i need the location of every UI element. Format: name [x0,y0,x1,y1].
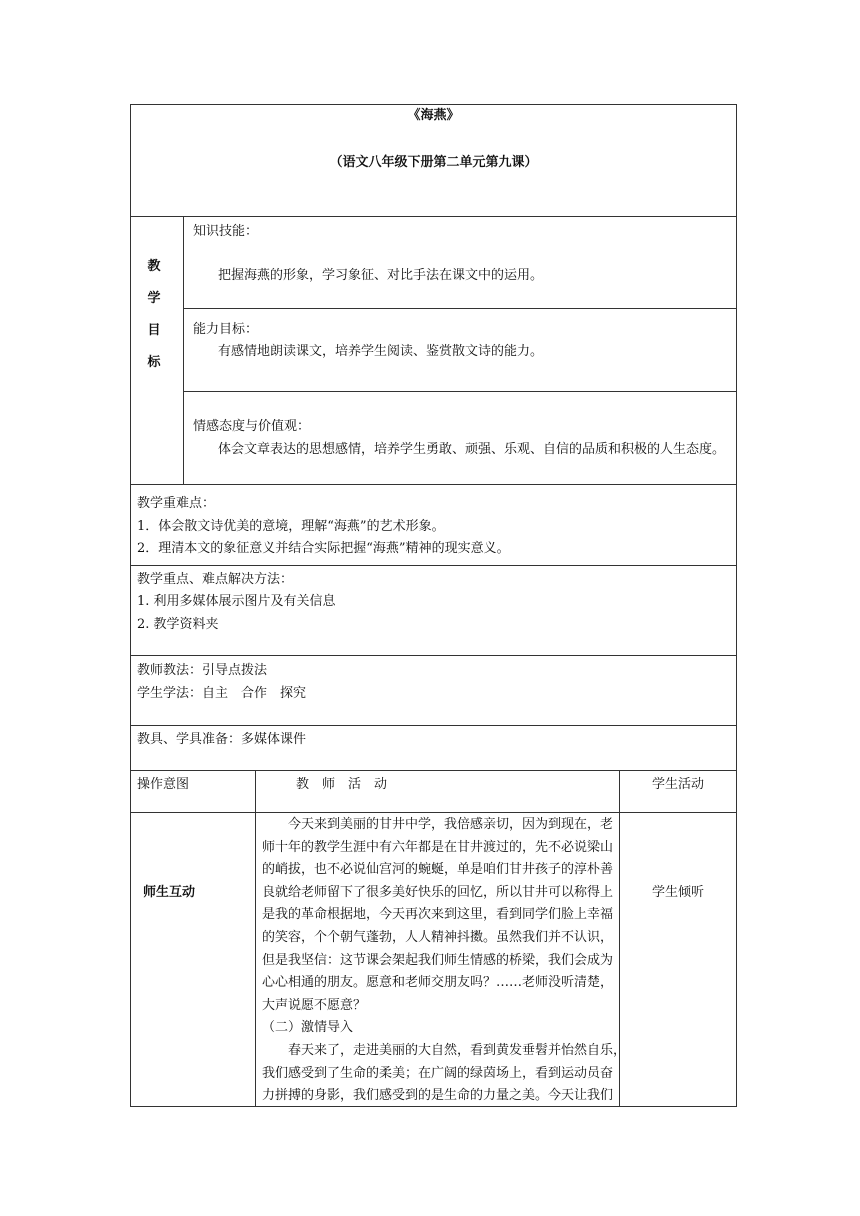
solution-item: 1. 利用多媒体展示图片及有关信息 [137,594,336,609]
teacher-activity-line: 良就给老师留下了很多美好快乐的回忆，所以甘井可以称得上 [262,884,614,900]
ability-heading: 能力目标： [193,322,259,337]
objective-label-divider [183,216,184,484]
objectives-label-char: 目 [147,323,161,338]
column-header-teacher: 教 师 活 动 [296,777,388,792]
emotion-text: 体会文章表达的思想感情，培养学生勇敢、顽强、乐观、自信的品质和积极的人生态度。 [218,442,726,457]
teacher-activity-line: 但是我坚信：这节课会架起我们师生情感的桥梁，我们会成为 [262,952,614,968]
emotion-heading: 情感态度与价值观： [193,419,311,434]
objectives-label-char: 标 [147,355,161,370]
row-divider [130,484,737,485]
knowledge-text: 把握海燕的形象，学习象征、对比手法在课文中的运用。 [218,268,544,283]
row-divider [130,812,737,813]
intent-label: 师生互动 [143,885,196,900]
teacher-method: 教师教法：引导点拨法 [137,663,268,678]
key-points-heading: 教学重难点： [137,496,216,511]
teacher-activity-line: 师十年的教学生涯中有六年都是在甘井渡过的，先不必说梁山 [262,839,614,855]
teacher-activity-line: 心心相通的朋友。愿意和老师交朋友吗？……老师没听清楚， [262,975,614,991]
objectives-label [134,259,174,387]
lesson-subtitle: （语文八年级下册第二单元第九课） [329,155,538,170]
row-divider [183,391,737,392]
student-activity: 学生倾听 [651,885,704,900]
teacher-activity-line: 的笑容，个个朝气蓬勃，人人精神抖擞。虽然我们并不认识， [262,929,614,945]
knowledge-heading: 知识技能： [193,224,259,239]
objectives-label-char: 教 [147,259,161,274]
row-divider [130,770,737,771]
teacher-activity-line: （二）激情导入 [262,1020,354,1036]
row-divider [130,216,737,217]
row-divider [183,308,737,309]
solutions-heading: 教学重点、难点解决方法： [137,572,294,587]
teacher-activity-line: 春天来了，走进美丽的大自然，看到黄发垂髫并怡然自乐， [262,1042,627,1058]
teacher-activity-line: 我们感受到了生命的柔美；在广阔的绿茵场上，看到运动员奋 [262,1065,614,1081]
teacher-activity-line: 的峭拔，也不必说仙宫河的蜿蜒，单是咱们甘井孩子的淳朴善 [262,862,614,878]
row-divider [130,565,737,566]
teacher-activity-line: 今天来到美丽的甘井中学，我倍感亲切，因为到现在，老 [262,817,614,832]
solution-item: 2. 教学资料夹 [137,617,219,632]
key-point-item: 1．体会散文诗优美的意境，理解“海燕”的艺术形象。 [137,519,445,534]
teacher-activity-line: 大声说愿不愿意？ [262,997,367,1013]
column-header-intent: 操作意图 [137,777,190,792]
teacher-activity [262,814,626,1108]
lesson-title: 《海燕》 [407,108,460,123]
column-divider [255,770,256,1107]
ability-text: 有感情地朗读课文，培养学生阅读、鉴赏散文诗的能力。 [218,344,544,359]
key-point-item: 2．理清本文的象征意义并结合实际把握“海燕”精神的现实意义。 [137,541,510,556]
teaching-tools: 教具、学具准备：多媒体课件 [137,732,307,747]
teacher-activity-line: 是我的革命根据地，今天再次来到这里，看到同学们脸上幸福 [262,907,614,923]
row-divider [130,655,737,656]
student-method: 学生学法：自主 合作 探究 [137,686,307,701]
column-header-student: 学生活动 [651,777,704,792]
row-divider [130,725,737,726]
teacher-activity-line: 力拼搏的身影，我们感受到的是生命的力量之美。今天让我们 [262,1088,614,1104]
objectives-label-char: 学 [147,291,161,306]
